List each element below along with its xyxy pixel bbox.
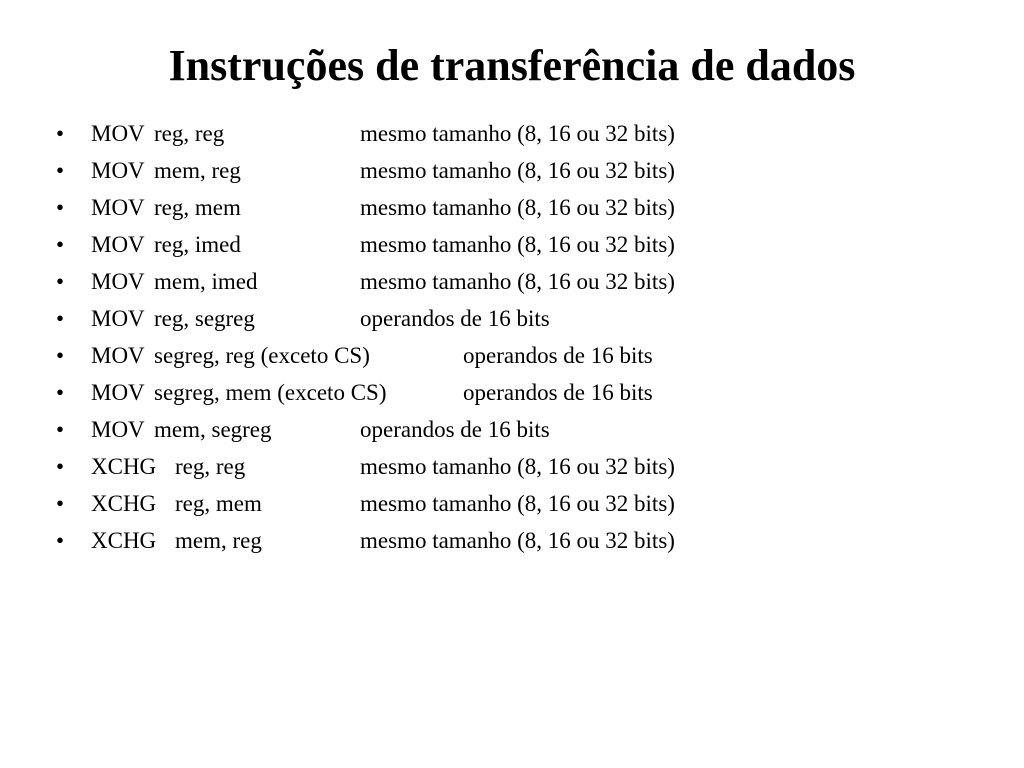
bullet: • [56,269,65,294]
list-item [0,226,1024,263]
bullet: • [56,121,65,146]
bullet: • [56,528,65,553]
instruction-note: mesmo tamanho (8, 16 ou 32 bits) [360,491,675,516]
list-item [0,300,1024,337]
instruction-note: mesmo tamanho (8, 16 ou 32 bits) [360,528,675,553]
instruction-operands: reg, imed [154,232,241,257]
instruction-note: operandos de 16 bits [463,343,653,368]
instruction-note: operandos de 16 bits [360,417,550,442]
instruction-note: mesmo tamanho (8, 16 ou 32 bits) [360,121,675,146]
list-item [0,411,1024,448]
list-item [0,152,1024,189]
list-item [0,115,1024,152]
instruction-mnemonic: MOV [91,417,145,442]
slide-title: Instruções de transferência de dados [168,41,856,90]
instruction-operands: reg, reg [154,121,225,146]
instruction-mnemonic: MOV [91,380,145,405]
bullet: • [56,491,65,516]
instruction-operands: mem, reg [175,528,262,553]
bullet: • [56,380,65,405]
list-item [0,448,1024,485]
bullet: • [56,158,65,183]
instruction-mnemonic: MOV [91,232,145,257]
instruction-note: mesmo tamanho (8, 16 ou 32 bits) [360,232,675,257]
instruction-operands: segreg, mem (exceto CS) [154,380,387,405]
bullet: • [56,306,65,331]
list-item [0,485,1024,522]
instruction-note: mesmo tamanho (8, 16 ou 32 bits) [360,158,675,183]
instruction-note: mesmo tamanho (8, 16 ou 32 bits) [360,195,675,220]
instruction-mnemonic: MOV [91,343,145,368]
instruction-operands: reg, mem [154,195,241,220]
bullet: • [56,232,65,257]
instruction-mnemonic: XCHG [91,528,157,553]
instruction-mnemonic: MOV [91,195,145,220]
bullet: • [56,454,65,479]
bullet: • [56,195,65,220]
instruction-mnemonic: XCHG [91,491,157,516]
instruction-operands: reg, mem [175,491,262,516]
instruction-operands: mem, imed [154,269,258,294]
instruction-note: operandos de 16 bits [360,306,550,331]
instruction-operands: mem, segreg [154,417,272,442]
instruction-mnemonic: XCHG [91,454,157,479]
list-item [0,522,1024,559]
instruction-note: mesmo tamanho (8, 16 ou 32 bits) [360,454,675,479]
list-item [0,337,1024,374]
instruction-operands: reg, segreg [154,306,255,331]
bullet: • [56,343,65,368]
instruction-operands: reg, reg [175,454,246,479]
instruction-operands: segreg, reg (exceto CS) [154,343,370,368]
instruction-note: operandos de 16 bits [463,380,653,405]
instruction-mnemonic: MOV [91,121,145,146]
instruction-mnemonic: MOV [91,269,145,294]
instruction-operands: mem, reg [154,158,241,183]
instruction-note: mesmo tamanho (8, 16 ou 32 bits) [360,269,675,294]
bullet: • [56,417,65,442]
list-item [0,189,1024,226]
instruction-mnemonic: MOV [91,158,145,183]
list-item [0,263,1024,300]
instruction-list [0,115,1024,559]
instruction-mnemonic: MOV [91,306,145,331]
list-item [0,374,1024,411]
